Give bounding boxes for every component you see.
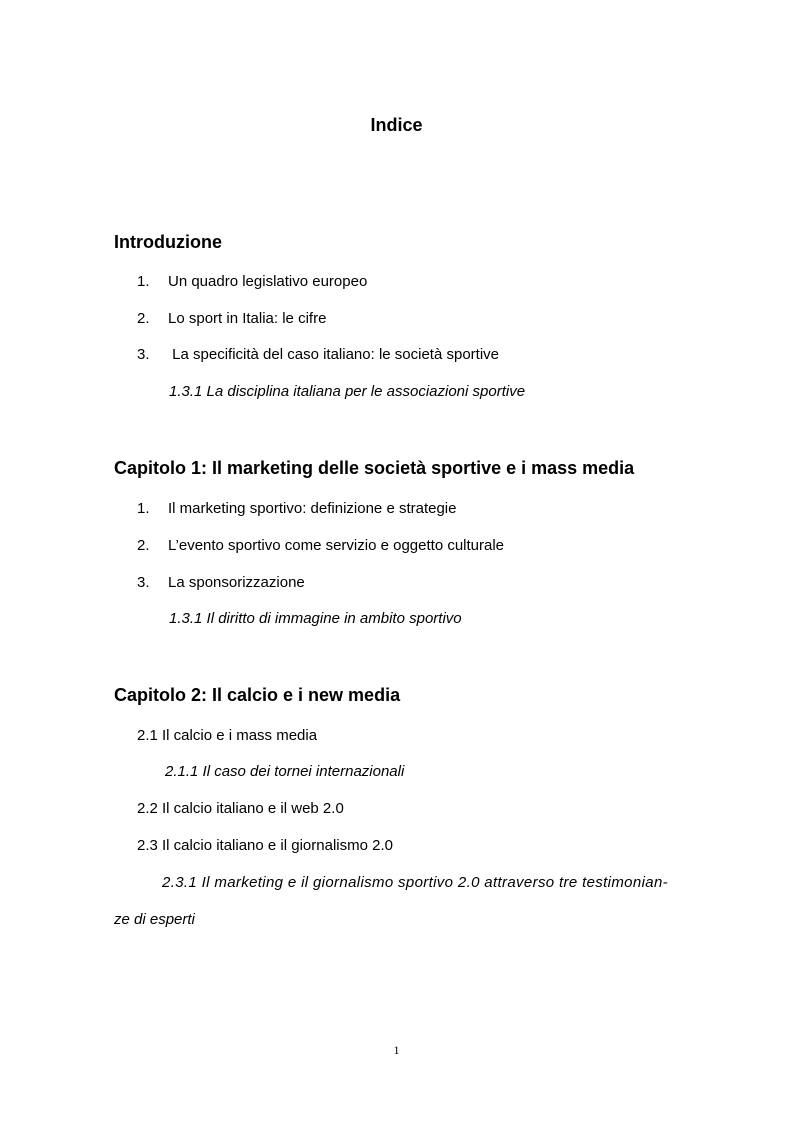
toc-entry: 2.2 Il calcio italiano e il web 2.0 — [137, 800, 344, 817]
toc-entry-number: 1. — [137, 500, 150, 517]
toc-subentry: 2.1.1 Il caso dei tornei internazionali — [165, 763, 405, 780]
toc-entry-number: 2. — [137, 537, 150, 554]
toc-entry-text: Un quadro legislativo europeo — [168, 273, 368, 290]
toc-entry-text: La sponsorizzazione — [168, 574, 305, 591]
toc-entry — [137, 574, 305, 591]
section-heading-capitolo-1: Capitolo 1: Il marketing delle società sportive e i mass media — [114, 458, 635, 478]
toc-entry: 2.1 Il calcio e i mass media — [137, 727, 318, 744]
toc-subentry: 2.3.1 Il marketing e il giornalismo sportivo 2.0 attraverso tre testimonian- — [162, 874, 668, 891]
toc-entry — [137, 273, 367, 290]
page-title: Indice — [370, 115, 423, 135]
toc-subentry-continuation: ze di esperti — [114, 911, 195, 928]
toc-entry-text: La specificità del caso italiano: le società sportive — [168, 346, 500, 363]
toc-entry-number: 1. — [137, 273, 150, 290]
toc-entry — [137, 500, 456, 517]
section-heading-introduzione: Introduzione — [114, 232, 222, 252]
toc-entry — [137, 310, 326, 327]
toc-entry — [137, 346, 499, 363]
toc-entry: 2.3 Il calcio italiano e il giornalismo 2.0 — [137, 837, 393, 854]
toc-entry-number: 3. — [137, 574, 150, 591]
toc-entry-text: Il marketing sportivo: definizione e strategie — [168, 500, 457, 517]
toc-entry — [137, 537, 504, 554]
toc-subentry: 1.3.1 La disciplina italiana per le associazioni sportive — [169, 383, 526, 400]
toc-entry-text: Lo sport in Italia: le cifre — [168, 310, 327, 327]
toc-subentry: 1.3.1 Il diritto di immagine in ambito sportivo — [169, 610, 462, 627]
section-heading-capitolo-2: Capitolo 2: Il calcio e i new media — [114, 685, 401, 705]
toc-entry-number: 3. — [137, 346, 150, 363]
toc-entry-number: 2. — [137, 310, 150, 327]
toc-entry-text: L’evento sportivo come servizio e oggetto culturale — [168, 537, 505, 554]
page-number: 1 — [393, 1043, 400, 1057]
